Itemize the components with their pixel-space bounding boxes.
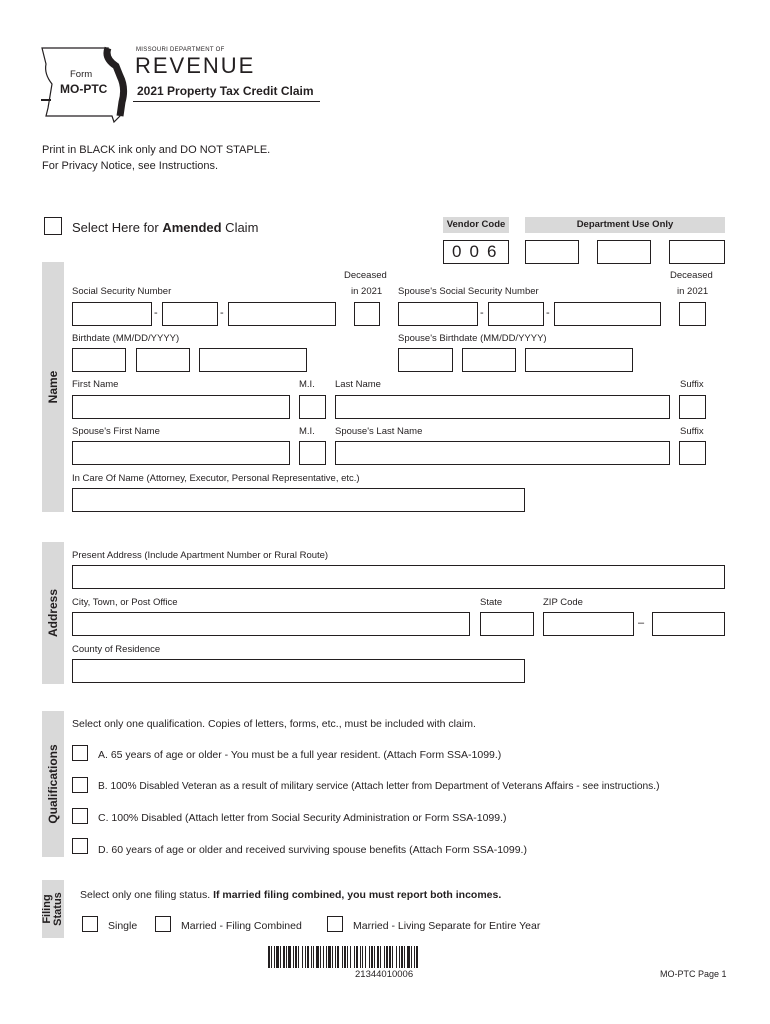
present-address-label: Present Address (Include Apartment Number or Rural Route) (72, 550, 329, 561)
header-left-dash (41, 99, 51, 101)
barcode-number: 21344010006 (355, 969, 414, 980)
spouse-ssn-field-3[interactable] (554, 302, 661, 326)
form-title: 2021 Property Tax Credit Claim (137, 84, 314, 98)
ssn-dash: - (220, 307, 224, 319)
suffix-label: Suffix (680, 379, 704, 390)
spouse-ssn-dash: - (480, 307, 484, 319)
vendor-digit: 6 (486, 242, 499, 261)
instructions-line-1: Print in BLACK ink only and DO NOT STAPLE. (42, 144, 271, 156)
department-use-label: Department Use Only (525, 217, 725, 233)
filing-status-intro-bold: If married filing combined, you must report both incomes. (213, 889, 502, 901)
spouse-first-name-field[interactable] (72, 441, 290, 465)
spouse-ssn-field-2[interactable] (488, 302, 544, 326)
qualifications-section-label: Qualifications (46, 744, 60, 824)
single-label: Single (108, 920, 138, 932)
ssn-label: Social Security Number (72, 286, 172, 297)
spouse-last-name-field[interactable] (335, 441, 670, 465)
mi-field[interactable] (299, 395, 326, 419)
vendor-code-box (443, 240, 509, 264)
married-combined-checkbox[interactable] (155, 916, 171, 932)
spouse-deceased-label: Deceased (670, 270, 713, 281)
qualification-a-checkbox[interactable] (72, 745, 88, 761)
county-field[interactable] (72, 659, 525, 683)
dept-use-box-2 (597, 240, 651, 264)
qualification-b-checkbox[interactable] (72, 777, 88, 793)
instructions-line-2: For Privacy Notice, see Instructions. (42, 160, 219, 172)
name-section-bar (42, 262, 64, 512)
birthdate-label: Birthdate (MM/DD/YYYY) (72, 333, 180, 344)
spouse-first-name-label: Spouse's First Name (72, 426, 160, 437)
deceased-year-label: in 2021 (351, 286, 383, 297)
first-name-label: First Name (72, 379, 119, 390)
qualification-d-label: D. 60 years of age or older and received surviving spouse benefits (Attach Form SSA-1099.) (98, 844, 527, 856)
spouse-suffix-label: Suffix (680, 426, 704, 437)
last-name-field[interactable] (335, 395, 670, 419)
filing-status-section-label (42, 892, 64, 926)
qualifications-intro: Select only one qualification. Copies of letters, forms, etc., must be included with claim. (72, 718, 476, 730)
address-section-bar (42, 542, 64, 684)
ssn-field-3[interactable] (228, 302, 336, 326)
qualification-d-checkbox[interactable] (72, 838, 88, 854)
city-field[interactable] (72, 612, 470, 636)
spouse-ssn-label: Spouse's Social Security Number (398, 286, 539, 297)
ssn-field-2[interactable] (162, 302, 218, 326)
zip-field[interactable] (543, 612, 634, 636)
married-separate-checkbox[interactable] (327, 916, 343, 932)
spouse-birth-day-field[interactable] (462, 348, 516, 372)
address-section-label: Address (46, 588, 60, 638)
dept-use-box-1 (525, 240, 579, 264)
spouse-mi-label: M.I. (299, 426, 315, 437)
amended-label (72, 220, 258, 235)
spouse-ssn-dash: - (546, 307, 550, 319)
state-field[interactable] (480, 612, 534, 636)
deceased-label: Deceased (344, 270, 387, 281)
spouse-mi-field[interactable] (299, 441, 326, 465)
amended-bold: Amended (162, 220, 222, 235)
barcode-image (268, 946, 502, 968)
vendor-digit: 0 (469, 242, 481, 261)
dept-use-box-3 (669, 240, 725, 264)
birth-year-field[interactable] (199, 348, 307, 372)
city-label: City, Town, or Post Office (72, 597, 178, 608)
spouse-birthdate-label: Spouse's Birthdate (MM/DD/YYYY) (398, 333, 547, 344)
care-of-field[interactable] (72, 488, 525, 512)
vendor-code-label: Vendor Code (443, 217, 509, 233)
deceased-checkbox[interactable] (354, 302, 380, 326)
qualifications-section-bar (42, 711, 64, 857)
zip-extension-field[interactable] (652, 612, 725, 636)
spouse-deceased-year-label: in 2021 (677, 286, 709, 297)
filing-status-intro-normal: Select only one filing status. (80, 889, 214, 901)
birth-month-field[interactable] (72, 348, 126, 372)
vendor-digit: 0 (452, 242, 464, 261)
filing-status-label-line-2: Status (52, 892, 64, 926)
form-number: MO-PTC (60, 82, 108, 96)
county-label: County of Residence (72, 644, 161, 655)
spouse-suffix-field[interactable] (679, 441, 706, 465)
ssn-dash: - (154, 307, 158, 319)
amended-prefix: Select Here for (72, 220, 163, 235)
single-checkbox[interactable] (82, 916, 98, 932)
suffix-field[interactable] (679, 395, 706, 419)
zip-label: ZIP Code (543, 597, 583, 608)
qualification-c-checkbox[interactable] (72, 808, 88, 824)
spouse-birth-year-field[interactable] (525, 348, 633, 372)
present-address-field[interactable] (72, 565, 725, 589)
amended-suffix: Claim (221, 220, 259, 235)
form-word: Form (70, 69, 93, 80)
filing-status-label-line-1: Filing (41, 894, 53, 924)
spouse-birth-month-field[interactable] (398, 348, 453, 372)
zip-dash: – (638, 617, 645, 629)
revenue-logo: REVENUE (135, 53, 256, 78)
qualification-a-label: A. 65 years of age or older - You must be a full year resident. (Attach Form SSA-1099.) (98, 749, 502, 761)
qualification-b-label: B. 100% Disabled Veteran as a result of military service (Attach letter from Department of Veterans Affairs - see instructions.) (98, 781, 660, 792)
state-label: State (480, 597, 503, 608)
spouse-ssn-field-1[interactable] (398, 302, 478, 326)
page-label: MO-PTC Page 1 (660, 969, 727, 979)
ssn-field-1[interactable] (72, 302, 152, 326)
name-section-label: Name (46, 370, 60, 404)
amended-checkbox[interactable] (44, 217, 62, 235)
married-combined-label: Married - Filing Combined (181, 920, 302, 932)
birth-day-field[interactable] (136, 348, 190, 372)
dept-small-text: MISSOURI DEPARTMENT OF (136, 47, 225, 53)
qualification-c-label: C. 100% Disabled (Attach letter from Social Security Administration or Form SSA-1099.) (98, 812, 507, 824)
last-name-label: Last Name (335, 379, 381, 390)
mi-label: M.I. (299, 379, 315, 390)
filing-status-section-bar (42, 880, 64, 938)
spouse-last-name-label: Spouse's Last Name (335, 426, 423, 437)
care-of-label: In Care Of Name (Attorney, Executor, Personal Representative, etc.) (72, 473, 360, 484)
first-name-field[interactable] (72, 395, 290, 419)
married-separate-label: Married - Living Separate for Entire Year (353, 920, 541, 932)
spouse-deceased-checkbox[interactable] (679, 302, 706, 326)
filing-status-intro (80, 889, 501, 901)
title-underline (133, 101, 320, 102)
